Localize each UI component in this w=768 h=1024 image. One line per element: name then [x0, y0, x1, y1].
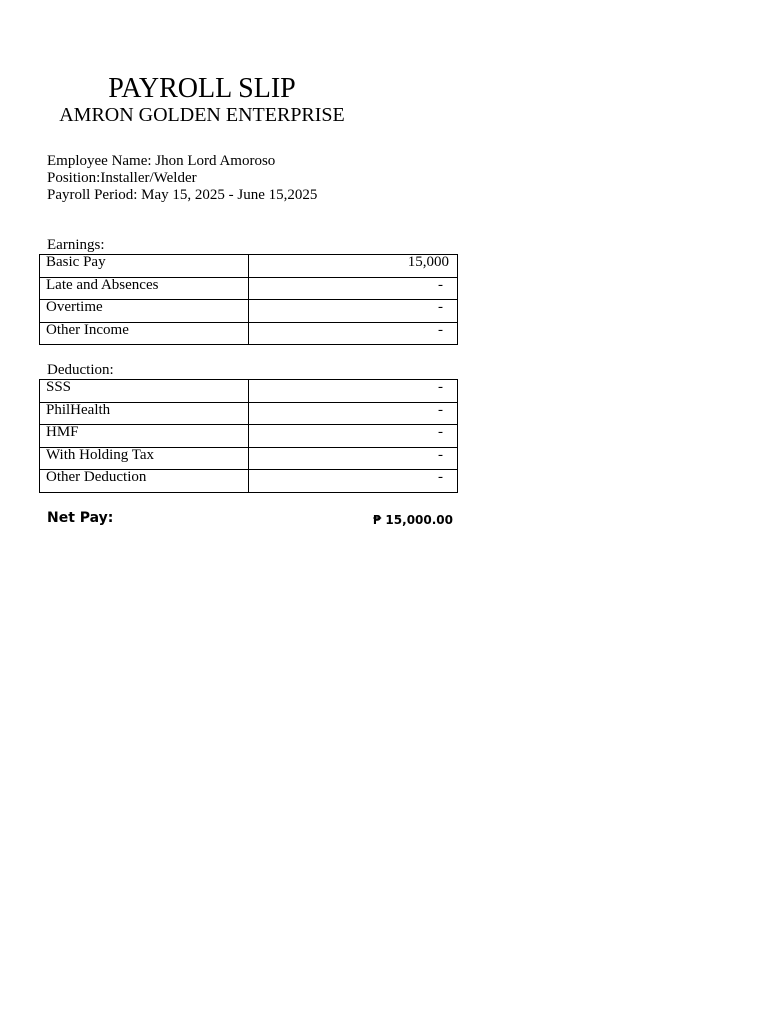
net-pay-label: Net Pay: [47, 510, 114, 526]
table-row [40, 380, 458, 403]
payroll-period: Payroll Period: May 15, 2025 - June 15,2025 [47, 187, 318, 203]
table-row [40, 425, 458, 448]
deduction-value-philhealth: - [249, 402, 458, 425]
earnings-label: Earnings: [47, 237, 105, 253]
table-row [40, 402, 458, 425]
table-row [40, 470, 458, 493]
deduction-value-other-deduction: - [249, 470, 458, 493]
earnings-table [39, 254, 458, 345]
earning-label-other-income: Other Income [40, 322, 249, 345]
earning-label-late-absences: Late and Absences [40, 277, 249, 300]
deduction-label-hmf: HMF [40, 425, 249, 448]
earning-label-overtime: Overtime [40, 300, 249, 323]
deduction-table [39, 379, 458, 493]
net-pay-value: ₱ 15,000.00 [372, 513, 453, 527]
table-row [40, 277, 458, 300]
earning-label-basic-pay: Basic Pay [40, 255, 249, 278]
deduction-value-withholding-tax: - [249, 447, 458, 470]
deduction-label-withholding-tax: With Holding Tax [40, 447, 249, 470]
deduction-value-hmf: - [249, 425, 458, 448]
document-title: PAYROLL SLIP [108, 73, 296, 104]
deduction-value-sss: - [249, 380, 458, 403]
deduction-label-philhealth: PhilHealth [40, 402, 249, 425]
earning-value-basic-pay: 15,000 [249, 255, 458, 278]
table-row [40, 447, 458, 470]
deduction-label: Deduction: [47, 362, 114, 378]
deduction-label-other-deduction: Other Deduction [40, 470, 249, 493]
earning-value-late-absences: - [249, 277, 458, 300]
employee-position: Position:Installer/Welder [47, 170, 197, 186]
employee-name: Employee Name: Jhon Lord Amoroso [47, 153, 276, 169]
table-row [40, 300, 458, 323]
table-row [40, 255, 458, 278]
earning-value-other-income: - [249, 322, 458, 345]
table-row [40, 322, 458, 345]
deduction-label-sss: SSS [40, 380, 249, 403]
company-name: AMRON GOLDEN ENTERPRISE [59, 104, 345, 126]
earning-value-overtime: - [249, 300, 458, 323]
